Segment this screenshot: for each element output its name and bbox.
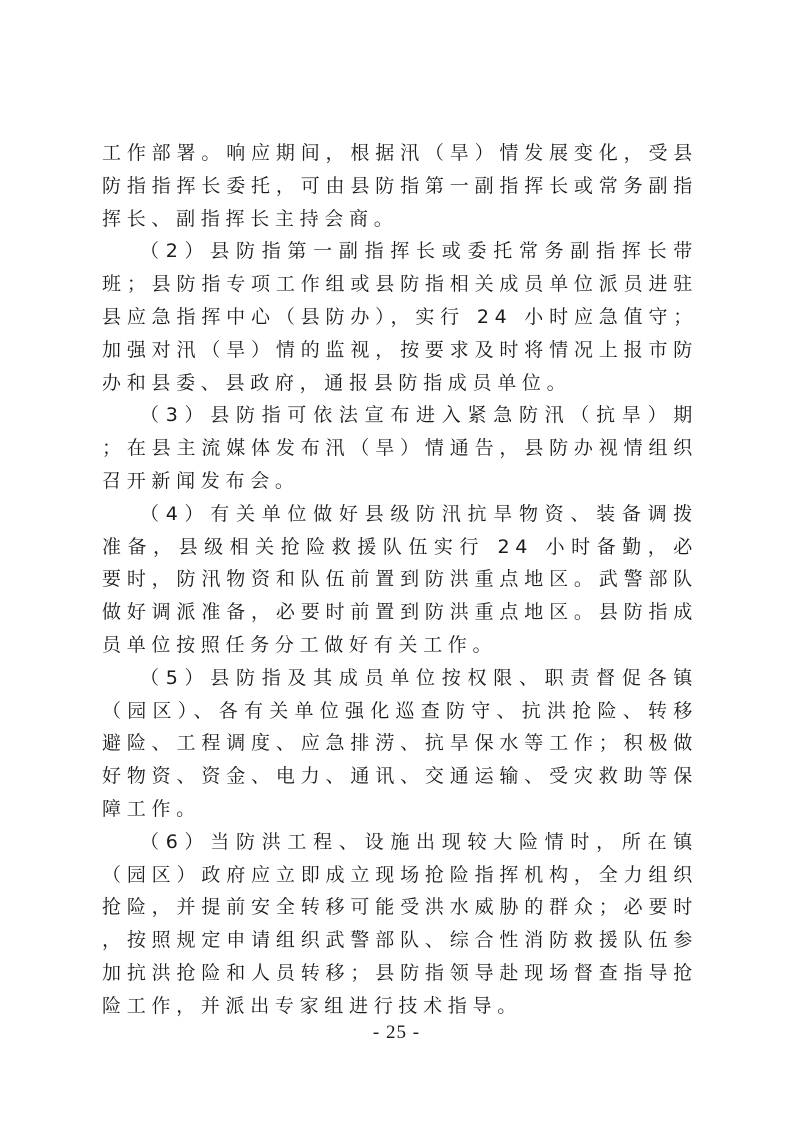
page-number: - 25 - <box>372 1022 421 1043</box>
paragraph-item-5: （5）县防指及其成员单位按权限、职责督促各镇（园区）、各有关单位强化巡查防守、抗洪抢险、转移避险、工程调度、应急排涝、抗旱保水等工作；积极做好物资、资金、电力、通讯、交通运输、受灾救助等保障工作。 <box>102 666 698 820</box>
paragraph-item-4: （4）有关单位做好县级防汛抗旱物资、装备调拨准备，县级相关抢险救援队伍实行 24 小时备勤，必要时，防汛物资和队伍前置到防洪重点地区。武警部队做好调派准备，必要时前置到防洪重点地区。县防指成员单位按照任务分工做好有关工作。 <box>102 502 698 656</box>
paragraph-item-3: （3）县防指可依法宣布进入紧急防汛（抗旱）期；在县主流媒体发布汛（旱）情通告，县防办视情组织召开新闻发布会。 <box>102 404 698 492</box>
document-body <box>102 137 698 1023</box>
paragraph-item-6: （6）当防洪工程、设施出现较大险情时，所在镇（园区）政府应立即成立现场抢险指挥机构，全力组织抢险，并提前安全转移可能受洪水威胁的群众；必要时，按照规定申请组织武警部队、综合性消防救援队伍参加抗洪抢险和人员转移；县防指领导赴现场督查指导抢险工作，并派出专家组进行技术指导。 <box>102 830 698 1017</box>
paragraph-continuation: 工作部署。响应期间，根据汛（旱）情发展变化，受县防指指挥长委托，可由县防指第一副指挥长或常务副指挥长、副指挥长主持会商。 <box>102 142 698 230</box>
paragraph-item-2: （2）县防指第一副指挥长或委托常务副指挥长带班；县防指专项工作组或县防指相关成员单位派员进驻县应急指挥中心（县防办），实行 24 小时应急值守；加强对汛（旱）情的监视，按要求及时将情况上报市防办和县委、县政府，通报县防指成员单位。 <box>102 240 698 394</box>
